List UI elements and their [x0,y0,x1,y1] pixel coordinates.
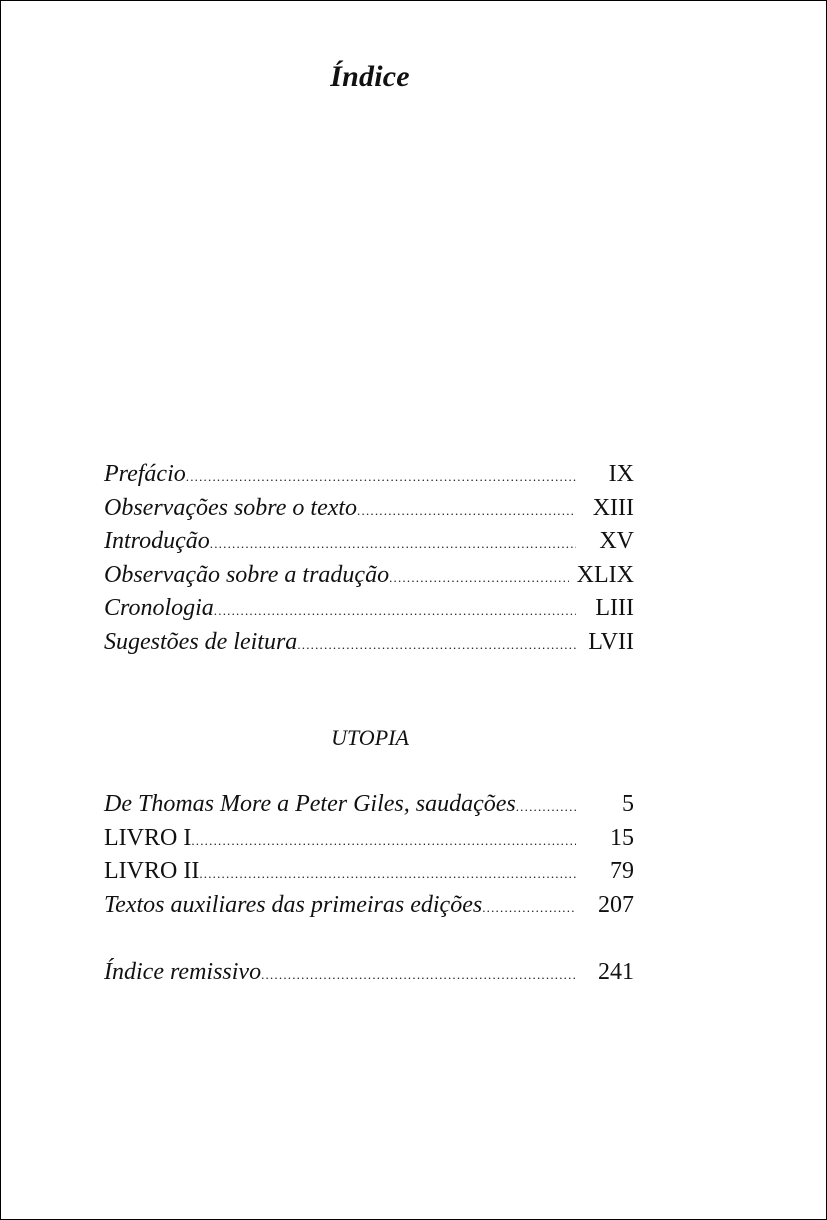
toc-entry-carta-peter-giles [104,788,634,822]
dot-leader [516,790,576,824]
dot-leader [482,891,576,925]
dot-leader [210,527,576,561]
toc-entry-page: LVII [588,628,634,655]
section-heading-utopia: UTOPIA [331,725,409,750]
toc-front-matter [104,458,634,659]
toc-entry-label: Introdução [104,528,210,554]
toc-entry-observacoes-texto [104,492,634,526]
toc-entry-page: 207 [598,891,634,918]
toc-entry-livro-2 [104,855,634,889]
dot-leader [297,628,576,662]
toc-entry-page: 5 [622,791,634,817]
toc-main-matter [104,788,634,922]
toc-entry-page: XIII [592,494,634,521]
toc-entry-page: 241 [598,959,634,985]
toc-entry-sugestoes-leitura [104,626,634,660]
dot-leader [191,824,576,858]
toc-entry-label: LIVRO I [104,824,192,851]
dot-leader [261,958,576,992]
toc-entry-label: LIVRO II [104,858,200,884]
toc-entry-indice-remissivo [104,956,634,990]
toc-entry-label: Sugestões de leitura [104,628,298,655]
toc-entry-label: Prefácio [104,461,186,487]
toc-entry-textos-auxiliares [104,889,634,923]
toc-entry-label: Observação sobre a tradução [104,561,390,588]
toc-entry-introducao [104,525,634,559]
toc-entry-page: IX [608,461,634,487]
page-title: Índice [330,60,410,93]
toc-entry-label: De Thomas More a Peter Giles, saudações [104,791,516,817]
dot-leader [214,594,576,628]
toc-entry-label: Observações sobre o texto [104,494,358,521]
toc-entry-label: Textos auxiliares das primeiras edições [104,891,483,918]
dot-leader [186,460,576,494]
toc-entry-observacao-traducao [104,559,634,593]
toc-entry-label: Cronologia [104,595,214,621]
toc-entry-prefacio [104,458,634,492]
toc-entry-livro-1 [104,822,634,856]
toc-back-matter [104,956,634,990]
toc-entry-page: LIII [595,595,634,621]
toc-entry-page: XLIX [576,561,634,588]
toc-entry-page: XV [599,528,634,554]
toc-entry-cronologia [104,592,634,626]
toc-entry-label: Índice remissivo [104,959,262,985]
dot-leader [357,494,576,528]
dot-leader [389,561,569,595]
toc-entry-page: 79 [610,858,634,884]
dot-leader [199,857,576,891]
toc-entry-page: 15 [610,824,634,851]
